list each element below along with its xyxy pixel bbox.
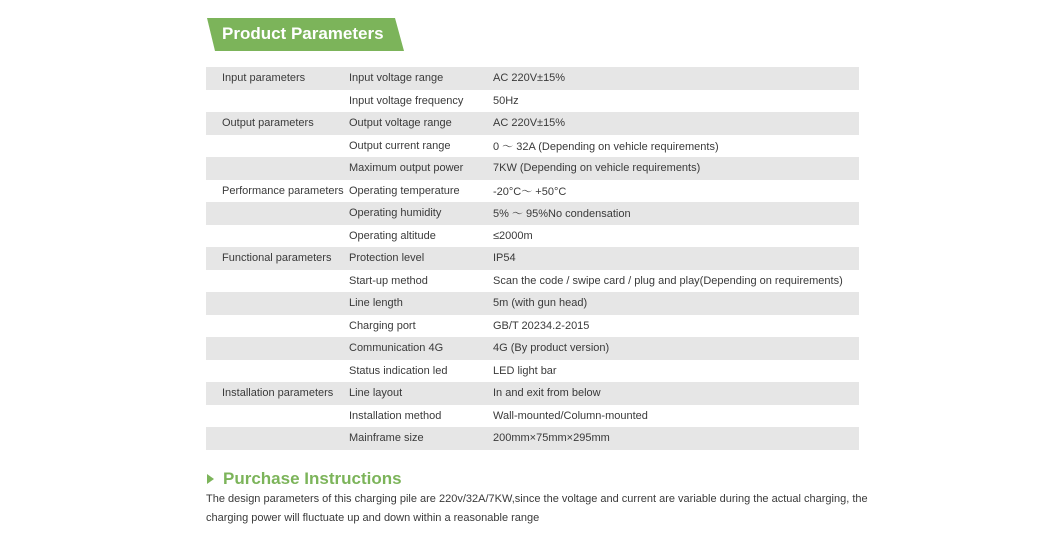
table-row: [206, 247, 859, 270]
purchase-title: Purchase Instructions: [223, 469, 402, 488]
row-parameter-value: 4G (By product version): [493, 342, 610, 355]
table-row: [206, 292, 859, 315]
row-category: Performance parameters: [222, 184, 344, 197]
page-title: Product Parameters: [222, 24, 384, 43]
row-parameter-value: Wall-mounted/Column-mounted: [493, 409, 648, 422]
table-row: [206, 382, 859, 405]
row-parameter-name: Protection level: [349, 252, 425, 265]
row-parameter-name: Line length: [349, 297, 403, 310]
row-parameter-value: 50Hz: [493, 94, 519, 107]
row-parameter-name: Mainframe size: [349, 432, 424, 445]
row-parameter-value: -20°C～ +50°C: [493, 185, 567, 198]
table-row: [206, 405, 859, 428]
table-row: [206, 360, 859, 383]
row-parameter-value: ≤2000m: [493, 229, 533, 242]
row-category: Functional parameters: [222, 252, 332, 265]
table-row: [206, 225, 859, 248]
row-parameter-name: Maximum output power: [349, 162, 464, 175]
row-category: Input parameters: [222, 72, 306, 85]
table-row: [206, 90, 859, 113]
row-parameter-name: Input voltage frequency: [349, 94, 464, 107]
table-row: [206, 427, 859, 450]
row-parameter-value: AC 220V±15%: [493, 117, 566, 130]
row-parameter-value: GB/T 20234.2-2015: [493, 319, 590, 332]
row-parameter-value: 7KW (Depending on vehicle requirements): [493, 162, 701, 175]
row-parameter-name: Status indication led: [349, 364, 448, 377]
table-row: [206, 157, 859, 180]
row-parameter-name: Operating humidity: [349, 207, 442, 220]
row-parameter-name: Charging port: [349, 319, 416, 332]
table-row: [206, 112, 859, 135]
parameters-table: [206, 67, 859, 450]
row-parameter-value: AC 220V±15%: [493, 72, 566, 85]
row-parameter-name: Communication 4G: [349, 342, 444, 355]
row-category: Installation parameters: [222, 387, 334, 400]
table-row: [206, 202, 859, 225]
row-parameter-value: IP54: [493, 252, 516, 265]
table-row: [206, 135, 859, 158]
row-parameter-name: Output current range: [349, 139, 451, 152]
table-row: [206, 315, 859, 338]
row-parameter-value: 200mm×75mm×295mm: [493, 432, 610, 445]
purchase-heading: [207, 469, 402, 489]
table-row: [206, 67, 859, 90]
row-parameter-value: 5m (with gun head): [493, 297, 588, 310]
row-parameter-value: 0 ～ 32A (Depending on vehicle requirements): [493, 140, 719, 153]
row-parameter-name: Operating temperature: [349, 184, 460, 197]
row-parameter-value: 5% ～ 95%No condensation: [493, 208, 631, 221]
triangle-bullet-icon: [207, 474, 214, 484]
row-parameter-value: Scan the code / swipe card / plug and play(Depending on requirements): [493, 274, 843, 287]
purchase-description: The design parameters of this charging pile are 220v/32A/7KW,since the voltage and current are variable during the actual charging, the charging power will fluctuate up and down within a reasonable range: [206, 493, 868, 524]
row-parameter-name: Installation method: [349, 409, 442, 422]
row-parameter-name: Start-up method: [349, 274, 428, 287]
row-parameter-name: Line layout: [349, 387, 403, 400]
row-category: Output parameters: [222, 117, 314, 130]
row-parameter-value: In and exit from below: [493, 387, 601, 400]
table-row: [206, 337, 859, 360]
row-parameter-name: Operating altitude: [349, 229, 436, 242]
table-row: [206, 270, 859, 293]
row-parameter-value: LED light bar: [493, 364, 557, 377]
section-banner: [207, 18, 404, 51]
row-parameter-name: Output voltage range: [349, 117, 452, 130]
table-row: [206, 180, 859, 203]
row-parameter-name: Input voltage range: [349, 72, 444, 85]
